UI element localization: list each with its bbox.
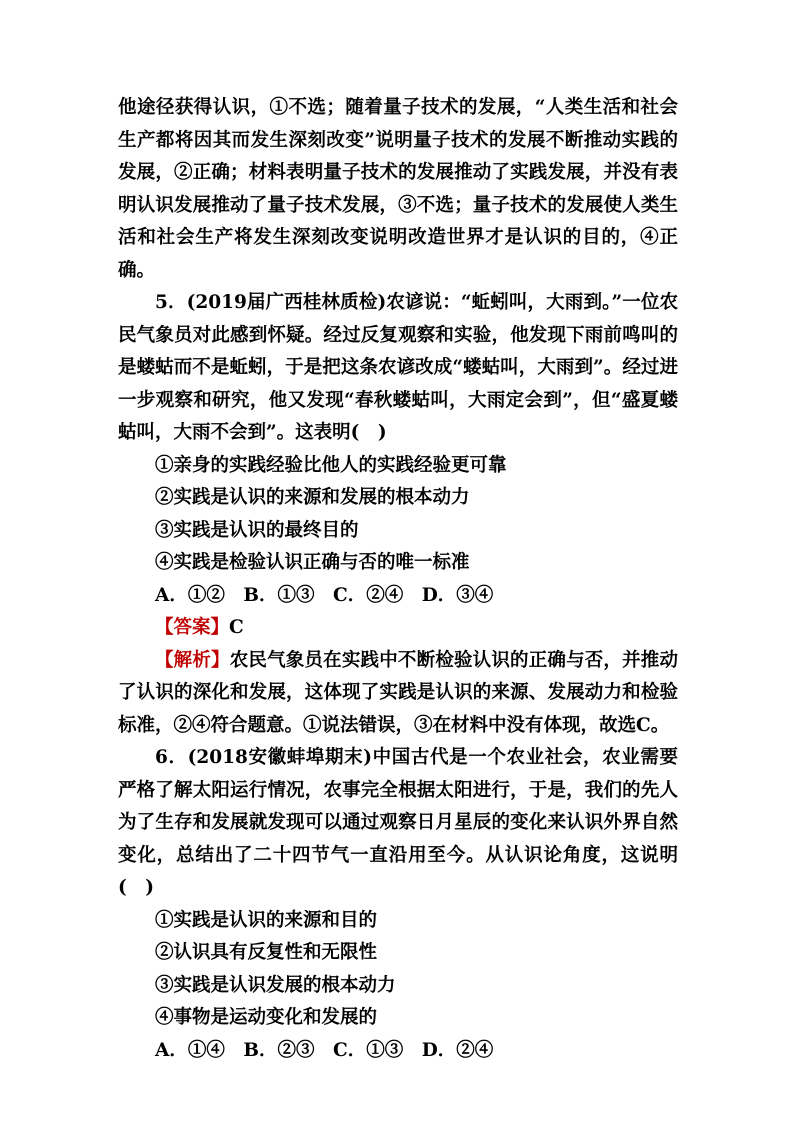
question-6-stem: 6．(2018安徽蚌埠期末)中国古代是一个农业社会，农业需要严格了解太阳运行情况，农事完全根据太阳进行，于是，我们的先人为了生存和发展就发现可以通过观察日月星辰的变化来认识外界自然变化，总结出了二十四节气一直沿用至今。从认识论角度，这说明( ): [118, 747, 678, 898]
question-6-choices: A．①④ B．②③ C．①③ D．②④: [155, 1039, 494, 1061]
answer-value: C: [229, 617, 244, 638]
question-6-option-2: ②认识具有反复性和无限性: [155, 942, 378, 963]
question-5-option-4: ④实践是检验认识正确与否的唯一标准: [155, 552, 470, 573]
question-5-option-3: ③实践是认识的最终目的: [155, 519, 359, 541]
analysis-tag: 【解析】: [155, 649, 230, 671]
answer-tag: 【答案】: [155, 617, 230, 638]
document-content: [118, 92, 678, 1067]
question-5-analysis: [118, 645, 678, 743]
analysis-text: 农民气象员在实践中不断检验认识的正确与否，并推动了认识的深化和发展，这体现了实践是认识的来源、发展动力和检验标准，②④符合题意。①说法错误，③在材料中没有体现，故选C。: [118, 649, 678, 736]
question-6-option-3: ③实践是认识发展的根本动力: [155, 974, 396, 996]
question-5-option-1: ①亲身的实践经验比他人的实践经验更可靠: [155, 454, 507, 476]
question-5-stem: 5．(2019届广西桂林质检)农谚说：“蚯蚓叫，大雨到。”一位农民气象员对此感到怀疑。经过反复观察和实验，他发现下雨前鸣叫的是蝼蛄而不是蚯蚓，于是把这条农谚改成“蝼蛄叫，大雨到”。经过进一步观察和研究，他又发现“春秋蝼蛄叫，大雨定会到”，但“盛夏蝼蛄叫，大雨不会到”。这表明( ): [118, 292, 678, 443]
question-6-option-4: ④事物是运动变化和发展的: [155, 1007, 378, 1028]
question-5-answer: [118, 612, 678, 645]
question-5-choices: A．①② B．①③ C．②④ D．③④: [155, 584, 494, 606]
analysis-continued: 他途径获得认识，①不选；随着量子技术的发展，“人类生活和社会生产都将因其而发生深刻改变”说明量子技术的发展不断推动实践的发展，②正确；材料表明量子技术的发展推动了实践发展，并没有表明认识发展推动了量子技术发展，③不选；量子技术的发展使人类生活和社会生产将发生深刻改变说明改造世界才是认识的目的，④正确。: [118, 97, 678, 281]
question-5-option-2: ②实践是认识的来源和发展的根本动力: [155, 487, 470, 508]
question-6-option-1: ①实践是认识的来源和目的: [155, 909, 378, 931]
